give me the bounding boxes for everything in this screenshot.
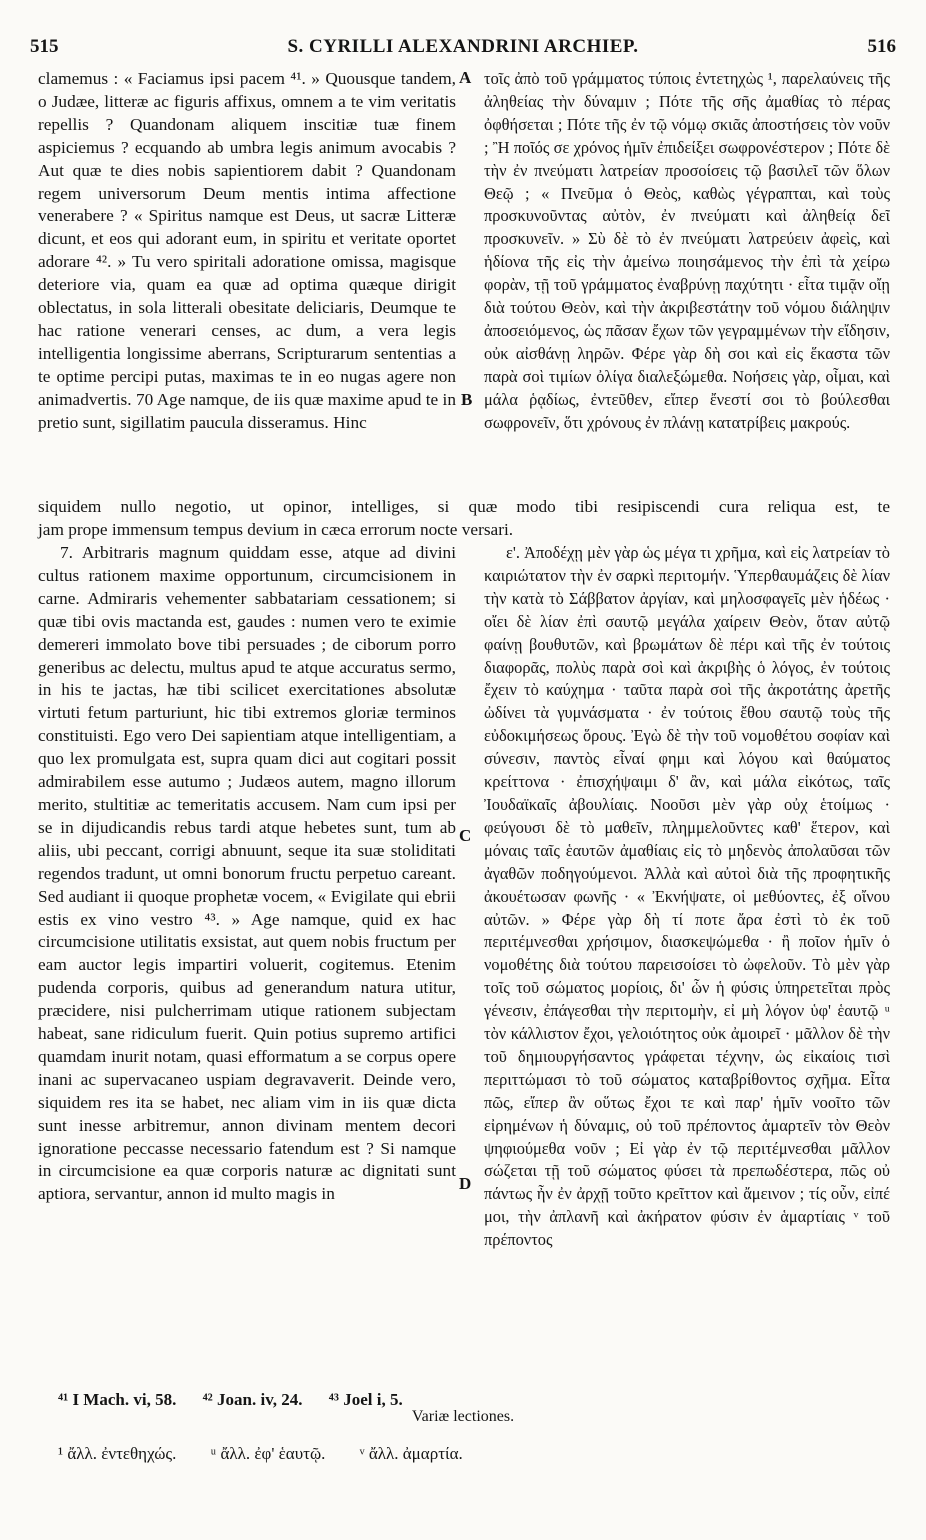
margin-letter-b: B <box>461 390 473 409</box>
page-number-right: 516 <box>867 36 896 57</box>
full-width-line: siquidem nullo negotio, ut opinor, intelliges, si quæ modo tibi resipiscendi cura reliqua est, te <box>38 497 890 516</box>
greek-column-bottom <box>484 542 890 1350</box>
full-width-line: jam prope immensum tempus devium in cæca errorum nocte versari. <box>38 520 514 539</box>
variant-reading: ¹ ἄλλ. ἐντεθηχώς. <box>58 1444 177 1463</box>
scripture-footnotes <box>58 1390 888 1410</box>
variae-lectiones <box>58 1444 888 1464</box>
greek-paragraph: τοῖς ἀπὸ τοῦ γράμματος τύποις ἐντετηχὼς ¹, παρελαύνεις τῆς ἀληθείας τὴν δύναμιν ; Πότε τῆς σῆς ἀμαθίας τὸ πέρας ὀφθήσεται ; Πότε τῆς ἐν τῷ νόμῳ σκιᾶς ἀποστήσεις τὸν νοῦν ; Ἢ ποῖός σε χρόνος ἡμῖν ἐπιδείξει σωφρονέστερον ; Πότε δὲ τὴν ἐν πνεύματι λατρείαν προσοίσεις τῷ βασιλεῖ τῶν ὅλων Θεῷ ; « Πνεῦμα ὁ Θεὸς, καθὼς γέγραπται, καὶ τοὺς προσκυνοῦντας αὐτὸν, ἐν πνεύματι καὶ ἀληθείᾳ δεῖ προσκυνεῖν. » Σὺ δὲ τὸ ἐν πνεύματι λατρεύειν ἀφεὶς, καὶ ἡδίονα τῆς εἰς τὴν ἀμείνω ποιησάμενος τὴν ἐπὶ τὰ χείρω φορὰν, τῇ τοῦ γράμματος ἐναβρύνῃ παχύτητι · εἶτα τιμᾷν οἴῃ διὰ τούτου Θεὸν, καὶ τὴν ἀκριβεστάτην τοῦ νόμου διάληψιν ἀποσειόμενος, ὡς πᾶσαν ἔχων τῶν γεγραμμένων τὴν εἴδησιν, οὐκ αἰσθάνῃ ληρῶν. Φέρε γὰρ δὴ σοι καὶ εἰς ἕκαστα τῶν παρὰ σοὶ τιμίων ὀλίγα διαλεξώμεθα. Νοήσεις γὰρ, οἶμαι, καὶ μάλα ῥᾳδίως, ἐντεῦθεν, εἴπερ ἔνεστί σοι τὸ βούλεσθαι σωφρονεῖν, ὅτι χρόνους ἐν πλάνῃ κατατρίβεις μακρούς. <box>484 69 890 432</box>
footnote: ⁴² Joan. iv, 24. <box>202 1390 303 1409</box>
latin-column-bottom <box>38 542 456 1350</box>
page-number-left: 515 <box>30 36 59 57</box>
variant-reading: ᵛ ἄλλ. ἀμαρτία. <box>359 1444 463 1463</box>
latin-column-top <box>38 68 456 528</box>
page-header <box>30 36 896 66</box>
greek-paragraph: ε'. Ἀποδέχῃ μὲν γὰρ ὡς μέγα τι χρῆμα, καὶ εἰς λατρείαν τὸ καιριώτατον τὴν ἐν σαρκὶ περιτομήν. Ὑπερθαυμάζεις δὲ λίαν τὴν κατὰ τὸ Σάββατον ἀργίαν, καὶ μηλοσφαγεῖς μὲν ἡδέως · οἴει δὲ λίαν ἐπὶ σαυτῷ μεγάλα χαίρειν Θεὸν, ὅταν αὐτῷ φαίνῃ βουθυτῶν, καὶ βρωμάτων δὲ πέρι καὶ τῆς ἐν τούτοις διαφορᾶς, πολὺς παρὰ σοὶ καὶ ἀκριβὴς ὁ λόγος, ἐν τούτοις ἔχειν τὸ καύχημα · ταῦτα παρὰ σοὶ τῆς ἀκροτάτης ἀρετῆς ὠδίνει τὰ γυμνάσματα · ἐν τούτοις ἔθου σαυτῷ τοὺς τῆς εὐδοκιμήσεως ὅρους. Ἐγὼ δὲ τὴν τοῦ νομοθέτου σοφίαν καὶ σύνεσιν, παντὸς εἶναί φημι καὶ λόγου καὶ θαύματος κρείττονα · ἐπισχήψαιμι δ' ἂν, καὶ μάλα εἰκότως, ταῖς Ἰουδαϊκαῖς ἀβουλίαις. Νοοῦσι μὲν γὰρ οὐχ ἑτοίμως · φεύγουσι δὲ τὸ μαθεῖν, πλημμελοῦντες καθ' ἕτερον, καὶ μόναις ταῖς ἑαυτῶν ἀμαθίαις εἰς τὸ μηδενὸς ἀπολαῦσαι τῶν ἀγαθῶν ποδηγούμενοι. Ἀλλὰ καὶ αὐτοὶ διὰ τῆς προφητικῆς ἀκουέτωσαν φωνῆς · « Ἐκνήψατε, οἱ μεθύοντες, ἐξ οἴνου αὐτῶν. » Φέρε γὰρ δὴ τί ποτε ἄρα ἐστὶ τὸ ἐκ τοῦ περιτέμνεσθαι χρήσιμον, διασκεψώμεθα · ἢ ποῖον ἡμῖν ὁ νομοθέτης διὰ τούτου παρεισοίσει τὸ ὠφελοῦν. Τὸ μὲν γὰρ τοῖς τοῦ σώματος μορίοις, δι' ὧν ἡ φύσις ὑπηρετεῖται πρὸς γένεσιν, ἐπάγεσθαι τὴν περιτομὴν, εἰ μὴ λόγον ὑφ' ἑαυτῷ ᵘ τὸν κάλλιστον ἔχοι, γελοιότητος οὐκ ἀμοιρεῖ · μᾶλλον δὲ τὴν τοῦ δημιουργήσαντος γράφεται τέχνην, ὡς εἰκαίοις τισὶ περιττώμασι τὸ τοῦ σώματος καταβρίθοντος σχῆμα. Εἶτα πῶς, εἴπερ ἂν οὕτως ἔχοι τε καὶ παρ' ἡμῖν νοοῖτο τῶν εἰρημένων ἡ δύναμις, οὐ τοῦ πρέποντος ἁμαρτεῖν τὸν Θεὸν ψηφιούμεθα νοῦν ; Εἰ γὰρ ἐν τῷ περιτέμνεσθαι μᾶλλον σώζεται τῇ τοῦ σώματος φύσει τὰ πρεπωδέστερα, πῶς οὐ πάντως ἦν ἐν ἀρχῇ τοῦτο κρεῖττον καὶ ἄμεινον ; τίς οὖν, εἰπέ μοι, τὴν ἀπλανῆ καὶ ἀκήρατον φύσιν ἐν ἁμαρτίαις ᵛ τοῦ πρέποντος <box>484 543 890 1250</box>
running-title: S. CYRILLI ALEXANDRINI ARCHIEP. <box>287 36 639 57</box>
footnote: ⁴¹ I Mach. vi, 58. <box>58 1390 177 1409</box>
greek-column-top <box>484 68 890 528</box>
latin-paragraph: 7. Arbitraris magnum quiddam esse, atque ad divini cultus rationem maxime opportunum, circumcisionem in carne. Admiraris vehementer sabbatariam cessationem; si quæ tibi ovis mactanda est, gaudes : numen vero te eximie demereri immolato bove tibi persuades ; de ciborum porro generibus ac delectu, multus apud te atque accuratus sermo, in his te jactas, hæ tibi scilicet exercitationes absolutæ virtuti fetum parturiunt, hic tibi extremos gloriæ terminos constituisti. Ego vero Dei sapientiam atque intelligentiam, a quo lex promulgata est, supra quam dici aut cogitari possit admirabilem esse autumo ; Judæos autem, magno illorum merito, stultitiæ ac temeritatis accusem. Nam cum ipsi per se in dijudicandis rebus tardi atque hebetes sunt, tum ab aliis, ubi peccant, corrigi abnuunt, seque ita suæ stoliditati regendos tradunt, ut omni bonorum fructu perpetuo careant. Sed audiant ii quoque prophetæ vocem, « Evigilate qui ebrii estis ex vino vestro ⁴³. » Age namque, quid ex hac circumcisione utilitatis exsistat, aut quem nobis fructum per eam auctor legis impartiri voluerit, cogitemus. Etenim pudenda corporis, quibus ad generandum natura utitur, præcidere, nisi pulcherrimam utique rationem subjectam habeat, sane ridiculum fuerit. Quin potius supremo artifici quamdam inurit notam, quasi efformatum a se corpus opere inani ac supervacaneo uspiam degravaverit. Deinde vero, siquidem res ita se habet, nec aliam vim in iis quæ dicta sunt inesse arbitremur, annon divinam mentem decori ignoratione peccasse necessario fatendum est ? Si namque in circumcisione ea quæ corporis naturæ ac dignitati sunt aptiora, servantur, annon id multo magis in <box>38 543 456 1204</box>
full-width-lines <box>38 495 890 541</box>
footnote: ⁴³ Joel i, 5. <box>328 1390 403 1409</box>
latin-paragraph: clamemus : « Faciamus ipsi pacem ⁴¹. » Quousque tandem, o Judæe, litteræ ac figuris affixus, omnem a te vim veritatis repellis ? Quandonam aliquem inscitiæ tuæ finem aspiciemus ? ecquando ab umbra legis animum avocabis ? Aut quæ te dies nobis sapientiorem dabit ? Quandonam regem universorum Deum mentis intima affectione venerabere ? « Spiritus namque est Deus, ut sacræ Litteræ dicunt, et eos qui adorant eum, in spiritu et veritate oportet adorare ⁴². » Tu vero spiritali adoratione omissa, magisque deteriore via, quam ea quæ ad optima quæque dirigit oblectatus, in sola litterali obesitate deliciaris, Deumque te hac ratione venerari censes, ac dum, a vera legis intelligentia longissime aberrans, Scripturarum sententias a te optime percipi putas, maximas te in eo nugas agere non animadvertis. 70 Age namque, de iis quæ maxime apud te in pretio sunt, sigillatim paucula disseramus. Hinc <box>38 69 456 432</box>
margin-letter-d: D <box>459 1174 472 1193</box>
variant-reading: ᵘ ἄλλ. ἐφ' ἑαυτῷ. <box>210 1444 326 1463</box>
margin-letter-a: A <box>459 68 472 87</box>
margin-letter-c: C <box>459 826 472 845</box>
variae-lectiones-heading: Variæ lectiones. <box>411 1408 515 1425</box>
